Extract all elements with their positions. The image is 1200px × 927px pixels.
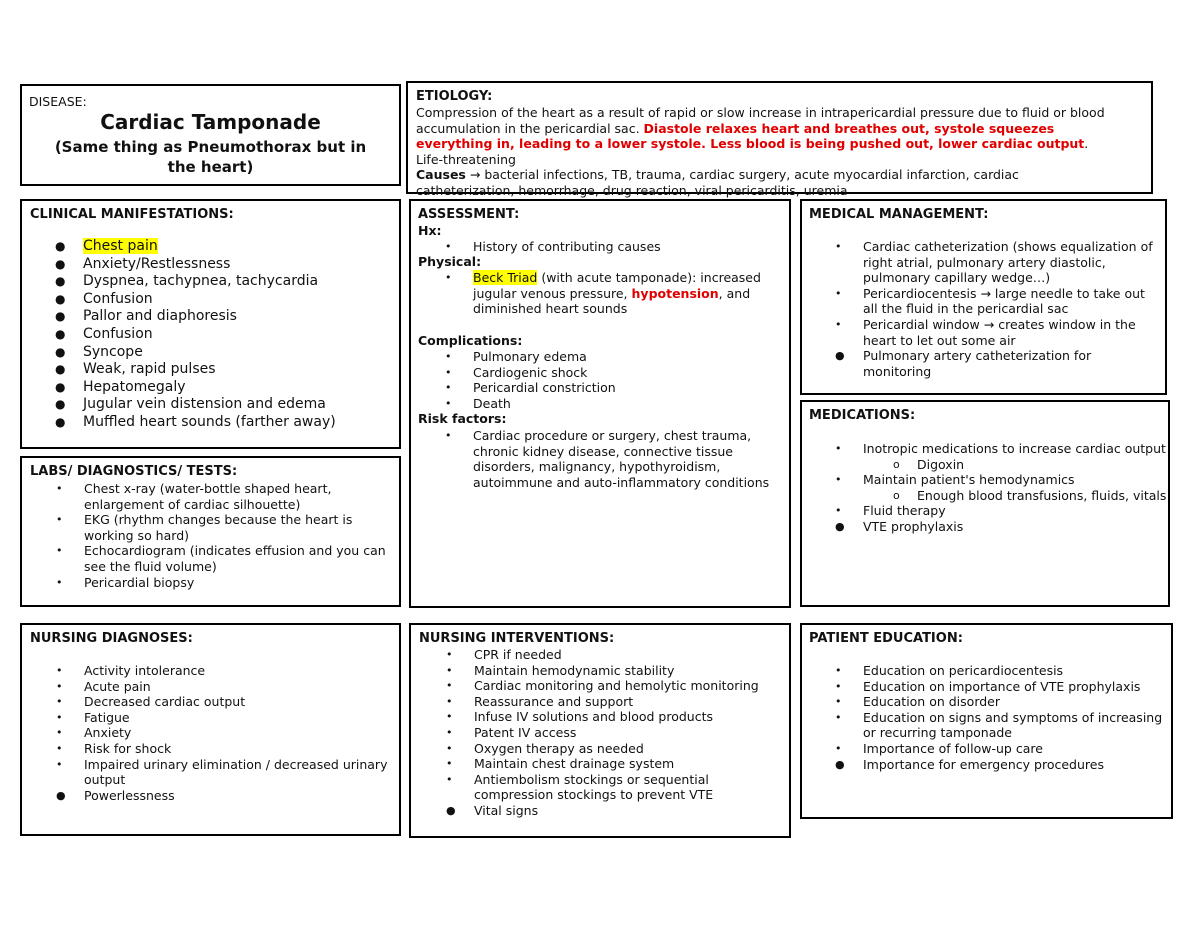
bullet-icon: •: [446, 694, 453, 708]
list-item: • Antiembolism stockings or sequential compression stockings to prevent VTE: [446, 771, 714, 803]
bullet-icon: •: [446, 772, 453, 786]
clinical-list: [55, 238, 393, 432]
list-item: • Pericardiocentesis → large needle to take out all the fluid in the pericardial sac: [835, 285, 1145, 317]
patient-education-box: [800, 623, 1173, 819]
bullet-icon: •: [56, 726, 63, 740]
education-heading: PATIENT EDUCATION:: [809, 631, 963, 646]
list-item: • Death: [445, 395, 511, 411]
bullet-icon: •: [446, 757, 453, 771]
bullet-icon: •: [446, 679, 453, 693]
physical-list: [445, 270, 778, 317]
bullet-icon: •: [445, 350, 452, 363]
bullet-icon: •: [56, 741, 63, 755]
bullet-icon: ●: [55, 397, 66, 412]
list-item: • Beck Triad (with acute tamponade): increased jugular venous pressure, hypotension, and diminished heart sounds: [445, 270, 761, 317]
education-list: [835, 663, 1168, 772]
complications-list: [445, 349, 778, 411]
risk-factors-label: Risk factors:: [418, 411, 507, 426]
bullet-icon: •: [56, 664, 63, 677]
list-item: • Cardiac catheterization (shows equalization of right atrial, pulmonary artery diastolic, pulmonary capillary wedge…): [835, 239, 1153, 286]
bullet-icon: ●: [835, 349, 845, 363]
bullet-icon: ●: [56, 788, 66, 802]
bullet-icon: ●: [835, 757, 845, 771]
list-item: • Chest x-ray (water-bottle shaped heart, enlargement of cardiac silhouette): [56, 481, 332, 512]
etiology-heading: ETIOLOGY:: [416, 89, 493, 104]
medical-heading: MEDICAL MANAGEMENT:: [809, 207, 989, 222]
medications-list: [835, 441, 1168, 535]
list-item: • Cardiac monitoring and hemolytic monitoring: [446, 678, 759, 694]
list-item: • Activity intolerance: [56, 663, 206, 678]
list-item: • Education on signs and symptoms of increasing or recurring tamponade: [835, 709, 1163, 741]
clinical-manifestations-box: [20, 199, 401, 449]
bullet-icon: •: [56, 710, 63, 724]
interventions-list: [446, 647, 784, 819]
hx-list: [445, 239, 778, 255]
list-item: • Pulmonary edema: [445, 349, 587, 364]
bullet-icon: ●: [55, 362, 66, 377]
bullet-icon: •: [835, 240, 842, 253]
list-item: ● Powerlessness: [56, 787, 175, 803]
bullet-icon: •: [835, 504, 842, 518]
bullet-icon: •: [445, 240, 452, 253]
list-item: • Cardiac procedure or surgery, chest trauma, chronic kidney disease, connective tissue disorders, malignancy, hypothyroidism, autoimmune and auto-inflammatory conditions: [445, 428, 770, 490]
bullet-icon: •: [835, 679, 842, 693]
bullet-icon: •: [56, 513, 63, 527]
list-item: o Digoxin: [893, 456, 965, 472]
bullet-icon: ●: [55, 274, 66, 289]
complications-label: Complications:: [418, 333, 523, 348]
medications-heading: MEDICATIONS:: [809, 408, 916, 423]
bullet-icon: ●: [55, 414, 66, 429]
list-item: ● Confusion: [55, 290, 153, 307]
disease-title: Cardiac Tamponade: [100, 110, 321, 134]
list-item: ● Jugular vein distension and edema: [55, 396, 326, 413]
bullet-icon: •: [835, 473, 842, 487]
list-item: • Education on pericardiocentesis: [835, 663, 1064, 678]
list-item: o Enough blood transfusions, fluids, vitals: [893, 487, 1167, 503]
bullet-icon: ●: [55, 239, 66, 253]
physical-label: Physical:: [418, 254, 482, 269]
list-item: • Pericardial biopsy: [56, 574, 195, 590]
bullet-icon: •: [56, 482, 63, 495]
labs-list: [56, 481, 396, 590]
bullet-icon: ●: [835, 519, 845, 533]
assessment-heading: ASSESSMENT:: [418, 207, 520, 222]
list-item: ● Muffled heart sounds (farther away): [55, 413, 336, 430]
list-item: • Patent IV access: [446, 724, 577, 740]
list-item: ● Weak, rapid pulses: [55, 361, 216, 378]
bullet-icon: •: [835, 317, 842, 331]
list-item: • Echocardiogram (indicates effusion and you can see the fluid volume): [56, 543, 386, 574]
etiology-text: Compression of the heart as a result of rapid or slow increase in intrapericardial pressure due to fluid or blood accumulation in the pericardial sac. Diastole relaxes heart and breathes out, systole squeezes everything in, leading to a lower systole. Less blood is being pushed out, lower cardiac output. Life-threatening Causes → bacterial infections, TB, trauma, cardiac surgery, acute myocardial infarction, cardiac catheterization, hemorrhage, drug reaction, viral pericarditis, uremia: [416, 105, 1105, 198]
medications-box: [800, 400, 1170, 607]
list-item: • Fatigue: [56, 709, 130, 725]
arrow-right-icon: →: [469, 167, 481, 183]
list-item: • Inotropic medications to increase cardiac output: [835, 441, 1166, 456]
list-item: ● Hepatomegaly: [55, 378, 186, 395]
list-item: ● Pulmonary artery catheterization for monitoring: [835, 348, 1092, 379]
bullet-icon: •: [445, 365, 452, 379]
nursing-dx-heading: NURSING DIAGNOSES:: [30, 631, 193, 646]
assessment-box: [409, 199, 791, 608]
bullet-icon: •: [56, 575, 63, 589]
bullet-icon: •: [835, 286, 842, 300]
list-item: ● Chest pain: [55, 238, 158, 254]
list-item: • Maintain patient's hemodynamics: [835, 472, 1075, 488]
labs-heading: LABS/ DIAGNOSTICS/ TESTS:: [30, 464, 238, 479]
bullet-icon: ●: [55, 256, 66, 271]
list-item: • Acute pain: [56, 678, 151, 694]
bullet-icon: •: [445, 271, 452, 284]
bullet-icon: •: [446, 663, 453, 677]
bullet-icon: ●: [55, 291, 66, 306]
nursing-dx-list: [56, 663, 394, 803]
bullet-icon: •: [446, 710, 453, 724]
nursing-diagnoses-box: [20, 623, 401, 836]
clinical-heading: CLINICAL MANIFESTATIONS:: [30, 207, 234, 222]
bullet-icon: •: [445, 396, 452, 410]
list-item: • History of contributing causes: [445, 239, 661, 254]
bullet-icon: •: [446, 725, 453, 739]
bullet-icon: •: [835, 442, 842, 455]
list-item: • Infuse IV solutions and blood products: [446, 709, 713, 725]
bullet-icon: •: [446, 648, 453, 661]
bullet-icon: ●: [55, 326, 66, 341]
circle-bullet-icon: o: [893, 457, 900, 471]
bullet-icon: •: [835, 695, 842, 709]
list-item: • Cardiogenic shock: [445, 364, 588, 380]
list-item: • Reassurance and support: [446, 693, 634, 709]
bullet-icon: •: [835, 710, 842, 724]
list-item: • Anxiety: [56, 725, 132, 741]
list-item: • Impaired urinary elimination / decreased urinary output: [56, 756, 388, 788]
disease-label: DISEASE:: [29, 94, 87, 109]
list-item: ● Dyspnea, tachypnea, tachycardia: [55, 273, 319, 290]
bullet-icon: ●: [55, 379, 66, 394]
risk-factors-list: [445, 428, 778, 490]
list-item: ● Importance for emergency procedures: [835, 756, 1104, 772]
bullet-icon: •: [56, 544, 63, 558]
bullet-icon: •: [445, 381, 452, 395]
list-item: • Pericardial constriction: [445, 380, 616, 396]
bullet-icon: •: [445, 429, 452, 442]
list-item: • Fluid therapy: [835, 503, 946, 519]
list-item: • Education on disorder: [835, 694, 1000, 710]
circle-bullet-icon: o: [893, 488, 900, 502]
disease-box: [20, 84, 401, 186]
bullet-icon: ●: [55, 344, 66, 359]
bullet-icon: •: [446, 741, 453, 755]
list-item: • Importance of follow-up care: [835, 740, 1043, 756]
bullet-icon: •: [835, 741, 842, 755]
etiology-box: [406, 81, 1153, 198]
labs-box: [20, 456, 401, 607]
list-item: ● Syncope: [55, 343, 143, 360]
list-item: • Pericardial window → creates window in the heart to let out some air: [835, 316, 1136, 348]
bullet-icon: •: [56, 695, 63, 709]
list-item: ● Confusion: [55, 325, 153, 342]
list-item: • Oxygen therapy as needed: [446, 740, 644, 756]
bullet-icon: ●: [446, 803, 456, 817]
list-item: • Decreased cardiac output: [56, 694, 246, 710]
nursing-interventions-box: [409, 623, 791, 838]
list-item: ● Anxiety/Restlessness: [55, 255, 231, 272]
bullet-icon: •: [835, 664, 842, 677]
hx-label: Hx:: [418, 223, 442, 238]
bullet-icon: ●: [55, 309, 66, 324]
disease-subtitle: (Same thing as Pneumothorax but in the heart): [54, 138, 367, 176]
list-item: • Education on importance of VTE prophylaxis: [835, 678, 1141, 694]
list-item: ● Pallor and diaphoresis: [55, 308, 237, 325]
list-item: ● VTE prophylaxis: [835, 518, 964, 534]
bullet-icon: •: [56, 757, 63, 771]
list-item: ● Vital signs: [446, 802, 539, 818]
medical-management-box: [800, 199, 1167, 395]
interventions-heading: NURSING INTERVENTIONS:: [419, 631, 615, 646]
list-item: • EKG (rhythm changes because the heart is working so hard): [56, 512, 353, 543]
list-item: • Maintain chest drainage system: [446, 756, 675, 772]
bullet-icon: •: [56, 679, 63, 693]
medical-list: [835, 239, 1163, 379]
etiology-red-text: Diastole relaxes heart and breathes out, systole squeezes everything in, leading to a lower systole. Less blood is being pushed out, lower cardiac output: [416, 120, 1085, 152]
list-item: • Maintain hemodynamic stability: [446, 662, 675, 678]
list-item: • Risk for shock: [56, 740, 172, 756]
list-item: • CPR if needed: [446, 647, 562, 662]
